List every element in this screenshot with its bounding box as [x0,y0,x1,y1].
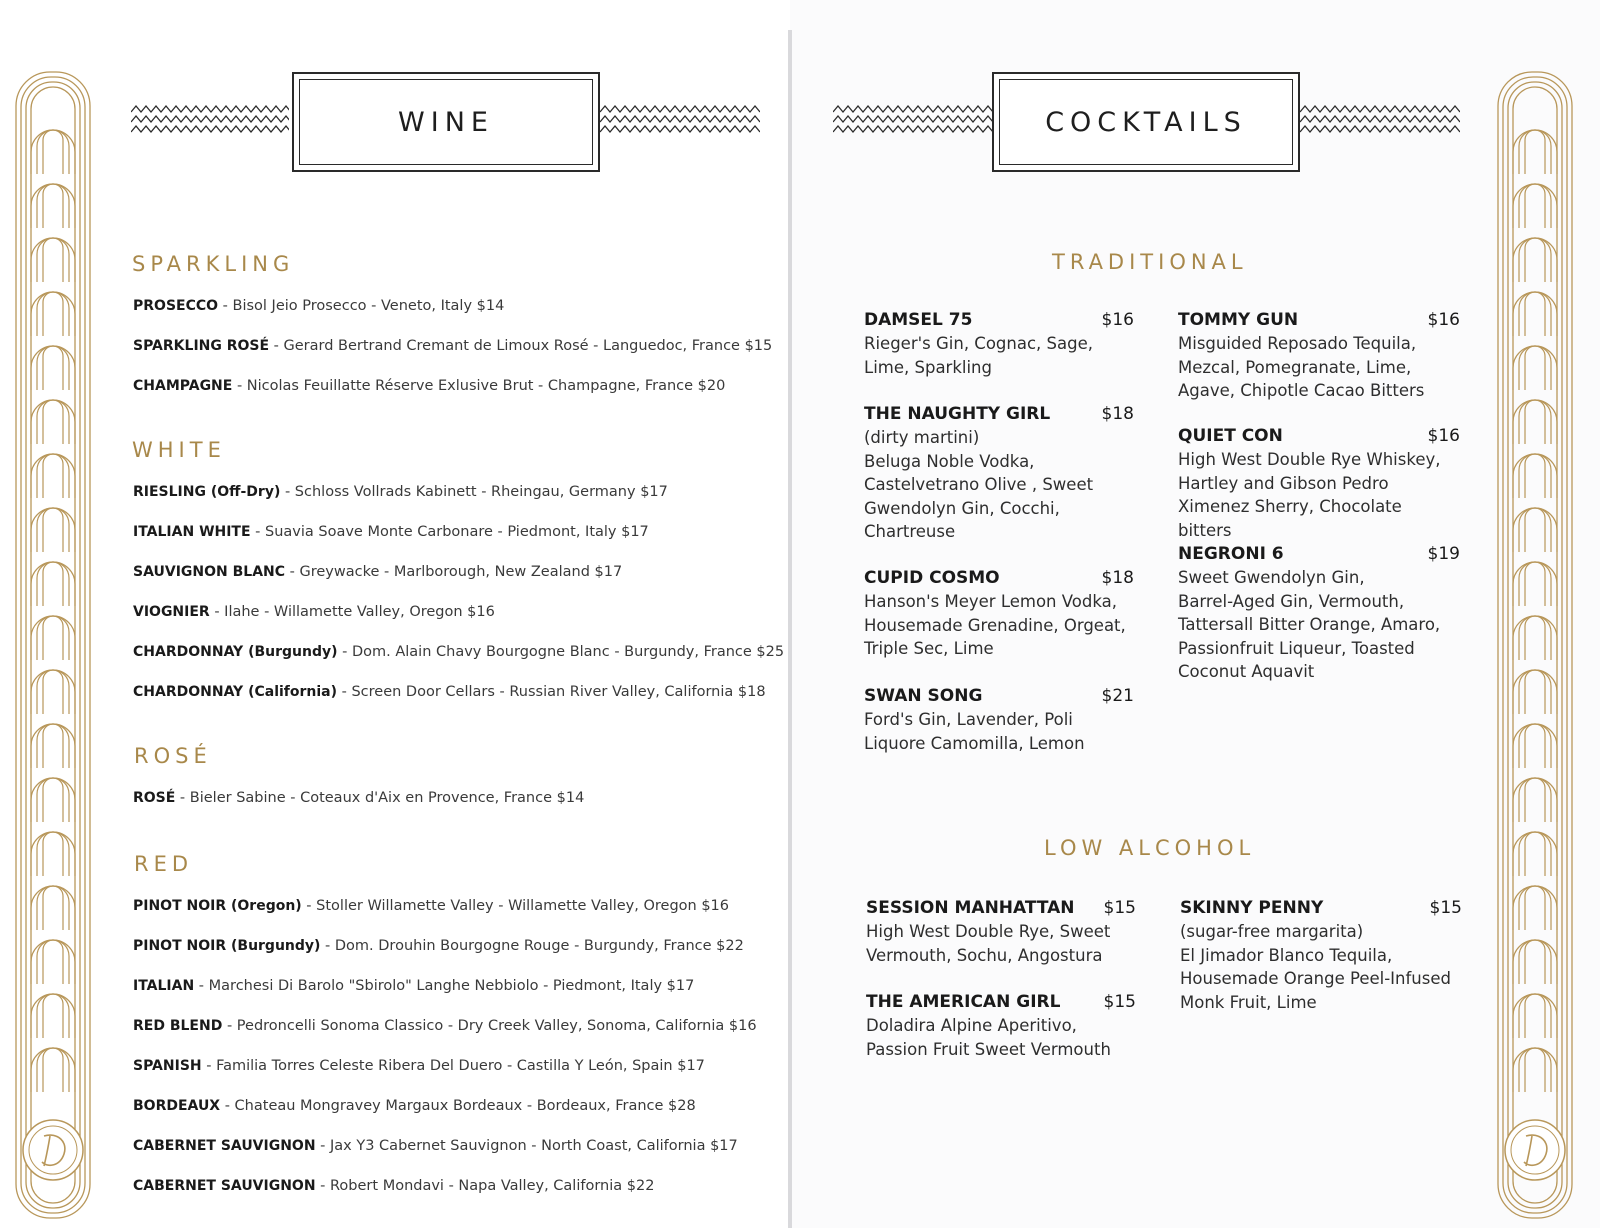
cocktail-name: TOMMY GUN [1178,310,1299,330]
wine-item: SAUVIGNON BLANC - Greywacke - Marlborough, New Zealand $17 [133,564,623,580]
cocktail-ingredients: High West Double Rye Whiskey, [1178,450,1441,469]
cocktail-ingredients: (sugar-free margarita) [1180,922,1364,941]
art-deco-border-pattern [14,70,92,1220]
wine-item: CHARDONNAY (Burgundy) - Dom. Alain Chavy Bourgogne Blanc - Burgundy, France $25 [133,644,785,660]
cocktail-ingredients: Rieger's Gin, Cognac, Sage, [864,334,1093,353]
cocktail-name: SESSION MANHATTAN [866,898,1075,918]
monogram-d-icon [1505,1120,1565,1180]
cocktail-ingredients: Monk Fruit, Lime [1180,992,1317,1012]
cocktail-price: $16 [1101,310,1134,330]
wine-item: CHARDONNAY (California) - Screen Door Cellars - Russian River Valley, California $18 [133,684,766,700]
wine-item: RIESLING (Off-Dry) - Schloss Vollrads Kabinett - Rheingau, Germany $17 [133,484,668,500]
wine-item: CABERNET SAUVIGNON - Jax Y3 Cabernet Sauvignon - North Coast, California $17 [133,1138,738,1154]
cocktail-item [864,684,1134,755]
cocktail-name: THE AMERICAN GIRL [866,992,1061,1012]
cocktail-ingredients: Passionfruit Liqueur, Toasted [1178,638,1415,658]
cocktail-ingredients: Liquore Camomilla, Lemon [864,733,1085,753]
wine-item: PINOT NOIR (Oregon) - Stoller Willamette Valley - Willamette Valley, Oregon $16 [133,898,730,914]
cocktail-ingredients: Vermouth, Sochu, Angostura [866,945,1103,965]
cocktail-ingredients: (dirty martini) [864,428,980,447]
cocktail-ingredients: Hartley and Gibson Pedro [1178,473,1389,493]
cocktail-ingredients: Chartreuse [864,522,956,541]
cocktail-ingredients: Misguided Reposado Tequila, [1178,334,1417,353]
cocktail-item [1178,542,1460,684]
zigzag-ornament [1300,104,1460,140]
section-heading-sparkling: SPARKLING [132,252,295,276]
cocktail-name: QUIET CON [1178,426,1283,446]
wine-item: BORDEAUX - Chateau Mongravey Margaux Bordeaux - Bordeaux, France $28 [133,1098,696,1114]
cocktail-name: DAMSEL 75 [864,310,973,330]
wine-item: ITALIAN WHITE - Suavia Soave Monte Carbonare - Piedmont, Italy $17 [133,524,649,540]
section-heading-low-alcohol: LOW ALCOHOL [1044,836,1256,860]
cocktail-ingredients: Doladira Alpine Aperitivo, [866,1016,1077,1035]
cocktail-price: $18 [1101,568,1134,588]
section-heading-traditional: TRADITIONAL [1052,250,1248,274]
cocktail-ingredients: Beluga Noble Vodka, [864,451,1035,471]
cocktail-ingredients: Tattersall Bitter Orange, Amaro, [1178,615,1441,634]
cocktail-ingredients: Passion Fruit Sweet Vermouth [866,1039,1111,1059]
cocktail-ingredients: Castelvetrano Olive , Sweet [864,475,1094,494]
wine-item: CABERNET SAUVIGNON - Robert Mondavi - Napa Valley, California $22 [133,1178,655,1194]
cocktail-item [1178,424,1460,542]
cocktail-ingredients: El Jimador Blanco Tequila, [1180,945,1393,965]
cocktail-item [864,402,1134,544]
cocktail-item [1180,896,1462,1014]
cocktail-price: $21 [1101,686,1134,706]
cocktail-price: $18 [1101,404,1134,424]
wine-item: SPARKLING ROSÉ - Gerard Bertrand Cremant de Limoux Rosé - Languedoc, France $15 [133,338,773,354]
cocktail-name: SWAN SONG [864,686,983,706]
cocktail-ingredients: Sweet Gwendolyn Gin, [1178,568,1365,587]
zigzag-ornament [600,104,760,140]
wine-title-box [292,72,600,172]
cocktail-ingredients: Housemade Grenadine, Orgeat, [864,615,1126,635]
wine-item: ITALIAN - Marchesi Di Barolo "Sbirolo" Langhe Nebbiolo - Piedmont, Italy $17 [133,978,695,994]
cocktail-ingredients: Ximenez Sherry, Chocolate bitters [1178,497,1402,540]
monogram-d-icon [23,1120,83,1180]
section-heading-rose: ROSÉ [134,744,212,768]
page-title: COCKTAILS [1045,106,1247,138]
wine-item: RED BLEND - Pedroncelli Sonoma Classico - Dry Creek Valley, Sonoma, California $16 [133,1018,757,1034]
section-heading-red: RED [134,852,194,876]
wine-item: CHAMPAGNE - Nicolas Feuillatte Réserve Exlusive Brut - Champagne, France $20 [133,378,726,394]
booklet-spine [788,30,792,1228]
cocktail-ingredients: High West Double Rye, Sweet [866,922,1111,941]
cocktail-price: $19 [1427,544,1460,564]
section-heading-white: WHITE [132,438,226,462]
cocktail-ingredients: Coconut Aquavit [1178,662,1315,681]
cocktail-ingredients: Triple Sec, Lime [864,639,994,658]
wine-item: PROSECCO - Bisol Jeio Prosecco - Veneto, Italy $14 [133,298,505,314]
cocktail-name: THE NAUGHTY GIRL [864,404,1051,424]
cocktail-name: NEGRONI 6 [1178,544,1284,564]
cocktail-item [864,308,1134,379]
cocktail-ingredients: Mezcal, Pomegranate, Lime, [1178,357,1412,377]
cocktail-price: $15 [1103,898,1136,918]
wine-item: SPANISH - Familia Torres Celeste Ribera Del Duero - Castilla Y León, Spain $17 [133,1058,705,1074]
art-deco-border-pattern [1496,70,1574,1220]
wine-item: PINOT NOIR (Burgundy) - Dom. Drouhin Bourgogne Rouge - Burgundy, France $22 [133,938,744,954]
cocktail-ingredients: Hanson's Meyer Lemon Vodka, [864,592,1117,611]
cocktail-name: CUPID COSMO [864,568,1000,588]
zigzag-ornament [131,104,289,140]
cocktail-price: $15 [1103,992,1136,1012]
cocktail-ingredients: Gwendolyn Gin, Cocchi, [864,498,1060,518]
wine-item: ROSÉ - Bieler Sabine - Coteaux d'Aix en Provence, France $14 [133,790,585,806]
cocktail-ingredients: Barrel-Aged Gin, Vermouth, [1178,591,1405,611]
cocktail-price: $16 [1427,426,1460,446]
cocktail-item [866,990,1136,1061]
cocktail-item [1178,308,1460,403]
cocktail-ingredients: Agave, Chipotle Cacao Bitters [1178,381,1425,400]
wine-item: VIOGNIER - Ilahe - Willamette Valley, Oregon $16 [133,604,495,620]
cocktail-name: SKINNY PENNY [1180,898,1324,918]
cocktail-ingredients: Ford's Gin, Lavender, Poli [864,710,1073,729]
cocktail-price: $16 [1427,310,1460,330]
page-title: WINE [398,106,494,138]
cocktail-item [864,566,1134,661]
cocktail-price: $15 [1429,898,1462,918]
cocktail-ingredients: Housemade Orange Peel-Infused [1180,969,1451,988]
cocktail-item [866,896,1136,967]
cocktail-ingredients: Lime, Sparkling [864,357,992,377]
zigzag-ornament [833,104,993,140]
cocktails-title-box [992,72,1300,172]
